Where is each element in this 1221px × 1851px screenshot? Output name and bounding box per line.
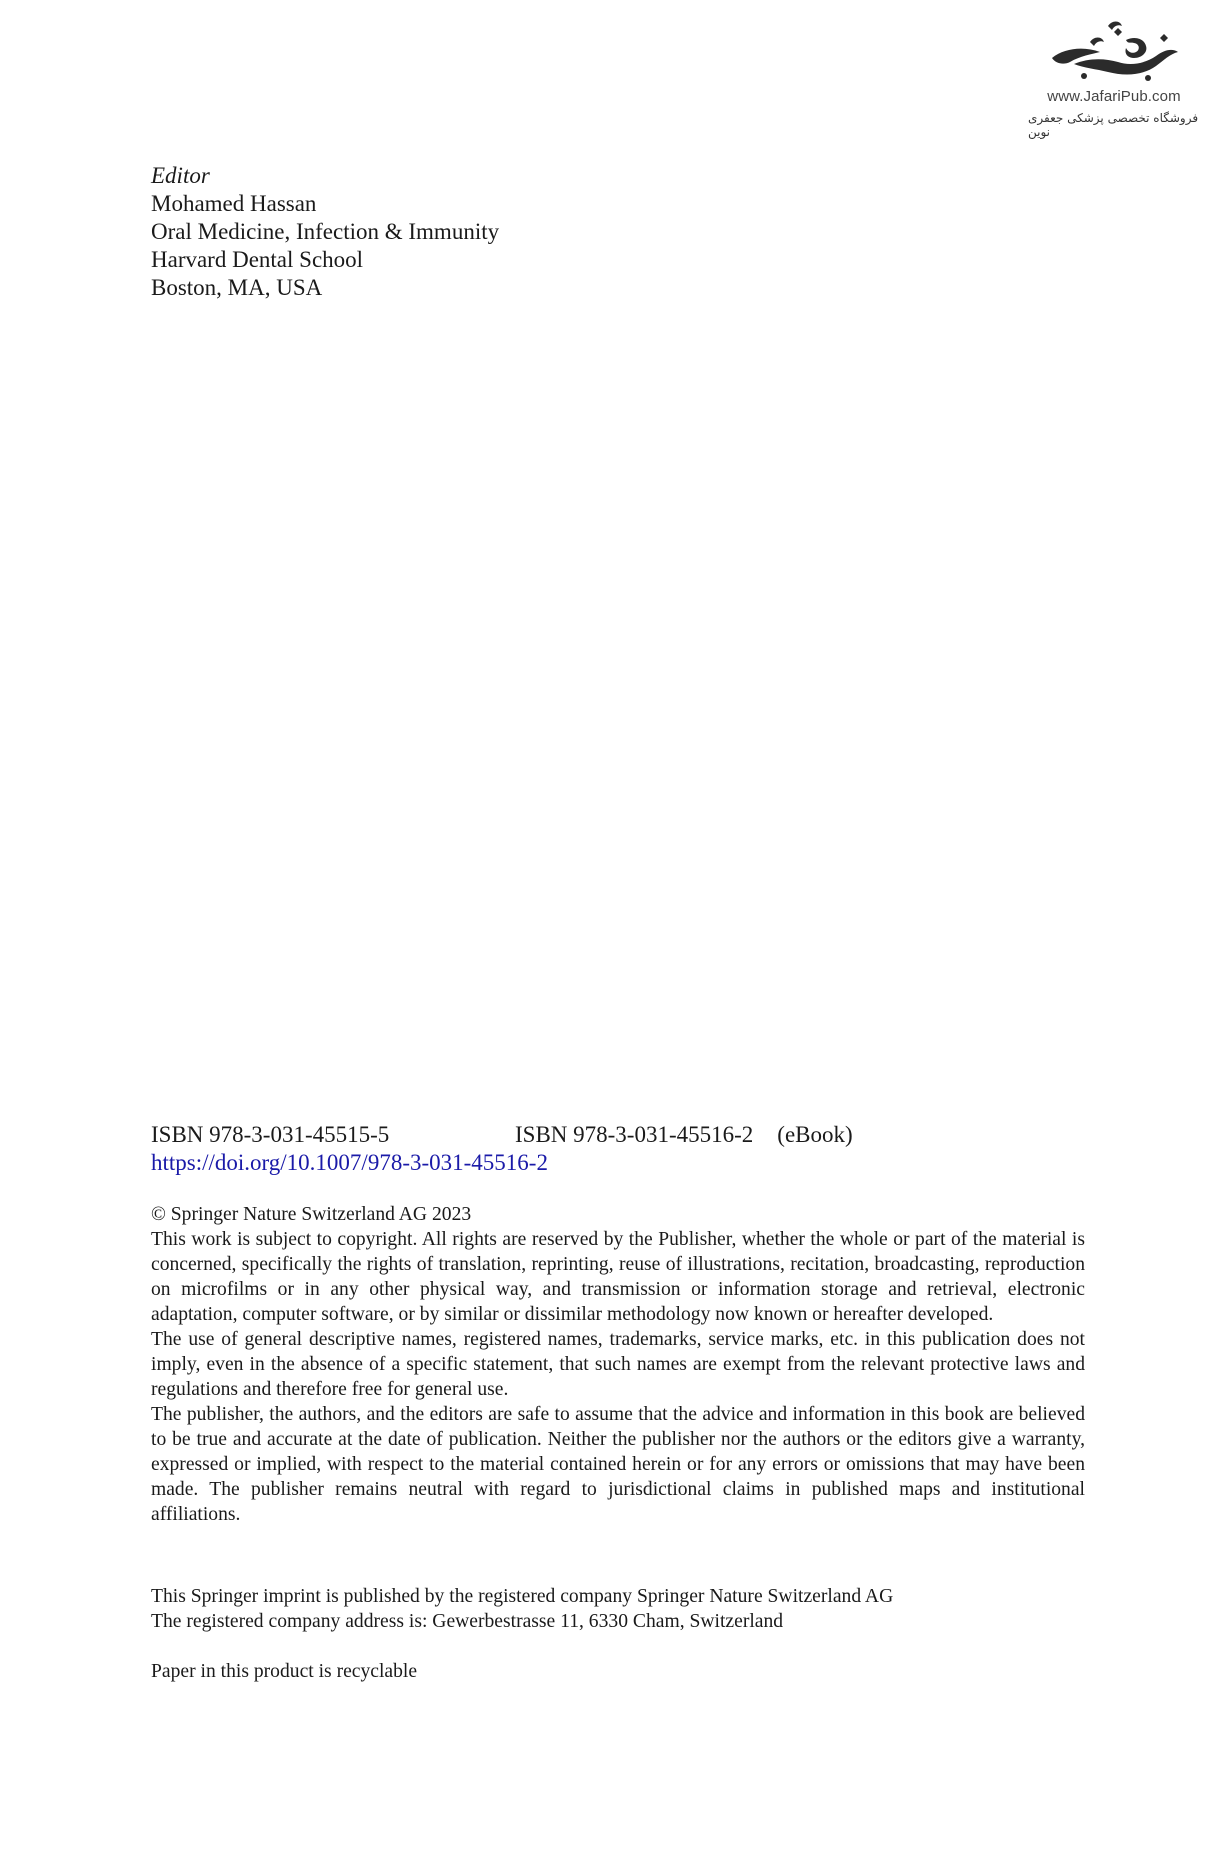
editor-location: Boston, MA, USA bbox=[151, 275, 323, 300]
watermark-tagline: فروشگاه تخصصی پزشکی جعفری نوین bbox=[1028, 111, 1199, 139]
publisher-watermark bbox=[1024, 18, 1204, 138]
editor-department: Oral Medicine, Infection & Immunity bbox=[151, 219, 500, 244]
editor-school: Harvard Dental School bbox=[151, 247, 364, 272]
isbn-ebook: ISBN 978-3-031-45516-2 bbox=[515, 1122, 754, 1147]
isbn-ebook-format: (eBook) bbox=[777, 1122, 853, 1147]
imprint-block bbox=[151, 1584, 893, 1634]
copyright-notice: © Springer Nature Switzerland AG 2023 bbox=[151, 1204, 472, 1225]
copyright-paragraph-disclaimer: The publisher, the authors, and the editors are safe to assume that the advice and information in this book are believed to be true and accurate at the date of publication. Neither the publisher nor the authors or the editors give a warranty, expressed or implied, with respect to the material contained herein or for any errors or omissions that may have been made. The publisher remains neutral with regard to jurisdictional claims in published maps and institutional affiliations. bbox=[151, 1404, 1085, 1525]
editor-name: Mohamed Hassan bbox=[151, 191, 317, 216]
copyright-paragraph-rights: This work is subject to copyright. All rights are reserved by the Publisher, whether the whole or part of the material is concerned, specifically the rights of translation, reprinting, reuse of illustrations, recitation, broadcasting, reproduction on microfilms or in any other physical way, and transmission or information storage and retrieval, electronic adaptation, computer software, or by similar or dissimilar methodology now known or hereafter developed. bbox=[151, 1229, 1085, 1325]
isbn-row bbox=[151, 1121, 853, 1149]
jafaripub-logo-icon bbox=[1024, 18, 1204, 88]
isbn-print: ISBN 978-3-031-45515-5 bbox=[151, 1122, 390, 1147]
copyright-paragraph-names: The use of general descriptive names, registered names, trademarks, service marks, etc. in this publication does not imply, even in the absence of a specific statement, that such names are exempt from the relevant protective laws and regulations and therefore free for general use. bbox=[151, 1329, 1085, 1400]
imprint-address: The registered company address is: Gewerbestrasse 11, 6330 Cham, Switzerland bbox=[151, 1611, 784, 1632]
copyright-block bbox=[151, 1202, 1085, 1527]
watermark-url: www.JafariPub.com bbox=[1047, 88, 1181, 105]
doi-link[interactable]: https://doi.org/10.1007/978-3-031-45516-2 bbox=[151, 1150, 548, 1175]
editor-heading: Editor bbox=[151, 163, 210, 188]
editor-info bbox=[151, 162, 499, 302]
jafaripub-calligraphy-logo bbox=[1044, 18, 1184, 88]
recyclable-notice: Paper in this product is recyclable bbox=[151, 1661, 418, 1682]
imprint-company: This Springer imprint is published by the registered company Springer Nature Switzerland AG bbox=[151, 1586, 894, 1607]
